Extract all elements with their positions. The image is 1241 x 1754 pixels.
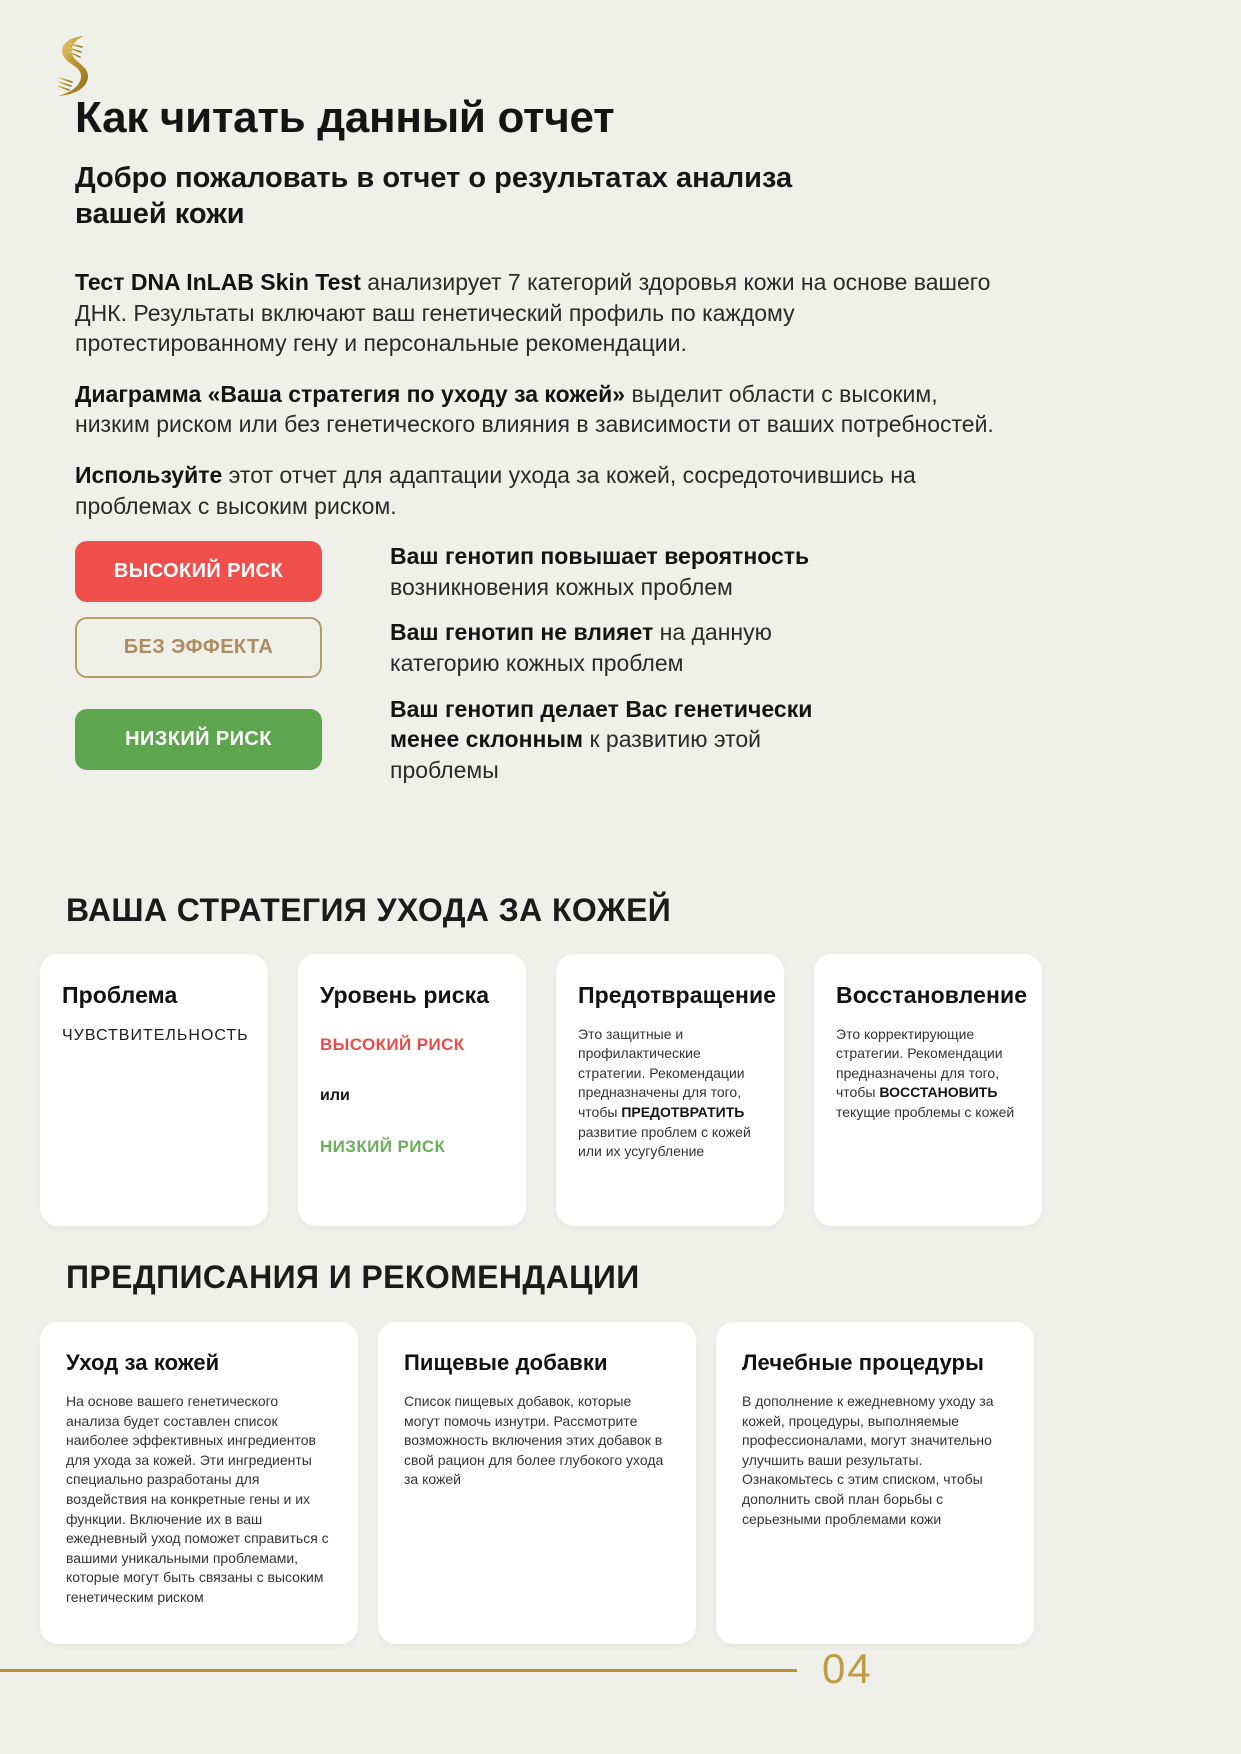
- low-risk-badge: НИЗКИЙ РИСК: [75, 709, 322, 770]
- report-content: [0, 0, 1241, 785]
- card-body-post: текущие проблемы с кожей: [836, 1104, 1015, 1121]
- intro-paragraph-rest: этот отчет для адаптации ухода за кожей, сосредоточившись на проблемах с высоким риском.: [75, 462, 916, 519]
- card-body: На основе вашего генетического анализа будет составлен список наиболее эффективных ингредиентов для ухода за кожей. Эти ингредиенты специально разработаны для воздействия на конкретные гены и их функции. Включение их в ваш ежедневный уход поможет справиться с вашими уникальными проблемами, которые могут быть связаны с высоким генетическим риском: [66, 1393, 329, 1605]
- page-title: Как читать данный отчет: [75, 93, 615, 142]
- high-risk-description-bold: Ваш генотип повышает вероятность: [390, 543, 810, 570]
- card-title: Уровень риска: [320, 981, 490, 1008]
- intro-paragraph-rest: анализирует 7 категорий здоровья кожи на основе вашего ДНК. Результаты включают ваш генетический профиль по каждому протестированному гену и персональные рекомендации.: [75, 269, 991, 357]
- page-number: 04: [822, 1645, 873, 1692]
- no-effect-description-bold: Ваш генотип не влияет: [390, 619, 654, 646]
- card-body-pre: Это корректирующие стратегии. Рекомендации предназначены для того, чтобы: [836, 1025, 1003, 1101]
- no-effect-badge: БЕЗ ЭФФЕКТА: [75, 617, 322, 678]
- card-body: [578, 1025, 762, 1162]
- strategy-section-heading: ВАША СТРАТЕГИЯ УХОДА ЗА КОЖЕЙ: [66, 892, 672, 929]
- card-body-post: развитие проблем с кожей или их усугубление: [578, 1123, 751, 1160]
- risk-level-low-label: НИЗКИЙ РИСК: [320, 1136, 446, 1156]
- card-title: Лечебные процедуры: [742, 1350, 984, 1376]
- card-title: Пищевые добавки: [404, 1350, 608, 1376]
- card-body-bold: ВОССТАНОВИТЬ: [879, 1084, 998, 1101]
- intro-paragraph: [75, 267, 1005, 359]
- strategy-card-risk-level: [298, 954, 526, 1226]
- card-title: Предотвращение: [578, 981, 777, 1008]
- intro-paragraph-lead: Диаграмма «Ваша стратегия по уходу за кожей»: [75, 380, 626, 407]
- prescriptions-section-heading: ПРЕДПИСАНИЯ И РЕКОМЕНДАЦИИ: [66, 1258, 640, 1295]
- card-body-bold: ПРЕДОТВРАТИТЬ: [621, 1104, 745, 1121]
- risk-level-or-label: или: [320, 1086, 350, 1104]
- high-risk-badge: ВЫСОКИЙ РИСК: [75, 541, 322, 602]
- footer-divider-line: [0, 1669, 797, 1672]
- risk-legend: [75, 541, 1166, 785]
- card-body: Список пищевых добавок, которые могут помочь изнутри. Рассмотрите возможность включения этих добавок в свой рацион для более глубокого ухода за кожей: [404, 1393, 664, 1488]
- prescription-card-skincare: [40, 1322, 358, 1644]
- card-title: Уход за кожей: [66, 1350, 220, 1376]
- legend-row-no-effect: [75, 617, 1166, 678]
- low-risk-description-rest: к развитию этой проблемы: [390, 726, 762, 783]
- intro-paragraph: [75, 379, 1005, 440]
- card-body-pre: Это защитные и профилактические стратегии. Рекомендации предназначены для того, чтобы: [578, 1025, 745, 1121]
- page-subtitle: Добро пожаловать в отчет о результатах анализа вашей кожи: [75, 161, 793, 231]
- intro-paragraphs: [75, 267, 1166, 521]
- no-effect-description-rest: на данную категорию кожных проблем: [390, 619, 772, 676]
- intro-paragraph-lead: Используйте: [75, 462, 223, 489]
- card-title: Проблема: [62, 981, 178, 1008]
- high-risk-description-rest: возникновения кожных проблем: [390, 573, 733, 600]
- no-effect-description: [390, 617, 845, 678]
- card-body: [836, 1025, 1020, 1123]
- strategy-cards-row: [0, 954, 1241, 1226]
- legend-row-low-risk: [75, 694, 1166, 786]
- risk-level-high-label: ВЫСОКИЙ РИСК: [320, 1034, 465, 1054]
- dna-helix-icon: [48, 34, 96, 100]
- high-risk-description: [390, 541, 845, 602]
- prescription-card-supplements: [378, 1322, 696, 1644]
- problem-value: ЧУВСТВИТЕЛЬНОСТЬ: [62, 1026, 249, 1044]
- prescriptions-cards-row: [0, 1322, 1241, 1644]
- strategy-card-problem: [40, 954, 268, 1226]
- low-risk-description-bold: Ваш генотип делает Вас генетически менее склонным: [390, 695, 813, 753]
- intro-paragraph-rest: выделит области с высоким, низким риском или без генетического влияния в зависимости от ваших потребностей.: [75, 380, 994, 438]
- legend-row-high-risk: [75, 541, 1166, 602]
- prescription-card-treatments: [716, 1322, 1034, 1644]
- strategy-card-prevention: [556, 954, 784, 1226]
- strategy-card-restoration: [814, 954, 1042, 1226]
- card-body: В дополнение к ежедневному уходу за кожей, процедуры, выполняемые профессионалами, могут значительно улучшить ваши результаты. Ознакомьтесь с этим списком, чтобы дополнить свой план борьбы с серьезными проблемами кожи: [742, 1393, 994, 1527]
- intro-paragraph: [75, 460, 1005, 521]
- card-title: Восстановление: [836, 981, 1028, 1008]
- low-risk-description: [390, 694, 845, 786]
- intro-paragraph-lead: Тест DNA InLAB Skin Test: [75, 269, 361, 296]
